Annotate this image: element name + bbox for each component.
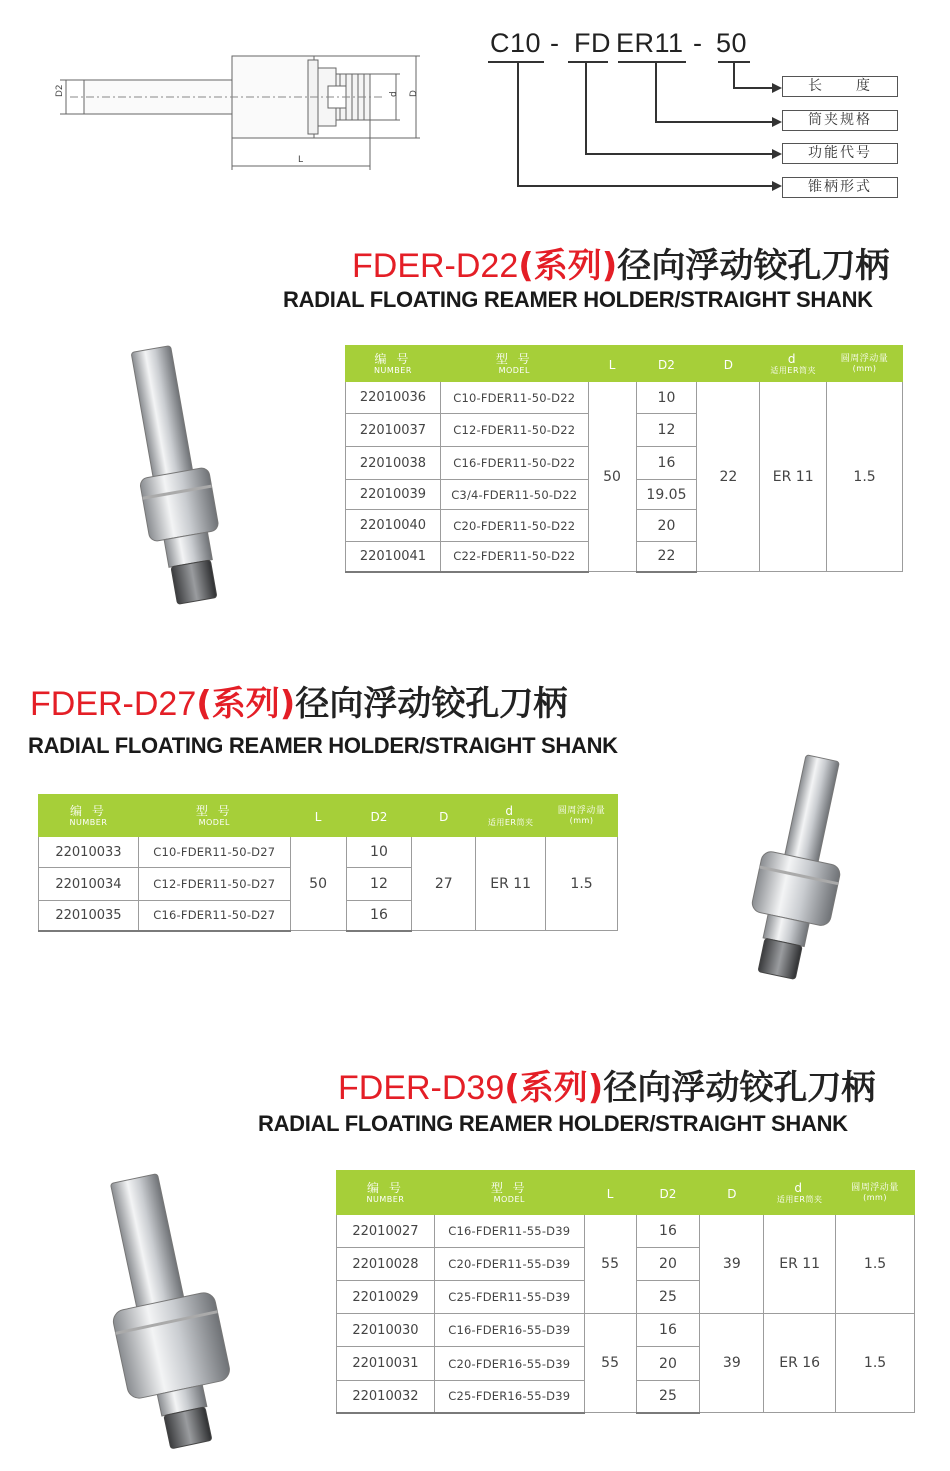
cell-d2: 12 [346,868,412,901]
header-D: D [700,1171,764,1215]
cell-model: C20-FDER11-55-D39 [434,1248,584,1281]
cell-number: 22010040 [346,510,441,542]
cell-float: 1.5 [836,1314,915,1413]
cell-d2: 16 [636,447,697,480]
header-D: D [412,795,476,837]
cell-d2: 16 [636,1215,700,1248]
cell-model: C22-FDER11-50-D22 [440,542,588,572]
legend-collet-spec: 筒夹规格 [782,110,898,131]
header-D2: D2 [346,795,412,837]
tool-dimension-diagram [40,40,440,180]
cell-collet: ER 11 [760,382,827,572]
header-D: D [697,346,760,382]
legend-function-code: 功能代号 [782,143,898,164]
section-d27-subtitle: RADIAL FLOATING REAMER HOLDER/STRAIGHT SHANK [28,733,618,758]
cell-number: 22010037 [346,414,441,447]
header-D2: D2 [636,346,697,382]
dim-d-label: d [389,91,399,97]
cell-number: 22010041 [346,542,441,572]
cell-model: C12-FDER11-50-D27 [138,868,290,901]
cell-number: 22010038 [346,447,441,480]
code-dash-1: - [550,28,560,58]
cell-collet: ER 11 [764,1215,836,1314]
cell-D: 39 [700,1314,764,1413]
cell-number: 22010039 [346,480,441,510]
code-dash-2: - [693,28,703,58]
cell-number: 22010030 [337,1314,435,1347]
cell-number: 22010033 [39,837,139,868]
cell-D: 39 [700,1215,764,1314]
header-float: 圆周浮动量 (mm) [836,1171,915,1215]
header-float: 圆周浮动量 (mm) [546,795,618,837]
cell-d2: 20 [636,1248,700,1281]
cell-number: 22010031 [337,1347,435,1381]
cell-float: 1.5 [827,382,903,572]
cell-d2: 25 [636,1281,700,1314]
cell-number: 22010034 [39,868,139,901]
cell-number: 22010036 [346,382,441,414]
cell-model: C16-FDER16-55-D39 [434,1314,584,1347]
cell-model: C20-FDER16-55-D39 [434,1347,584,1381]
cell-collet: ER 11 [476,837,546,931]
code-function: FD [574,28,611,58]
series-code: FDER-D22 [352,247,519,285]
header-number: 编 号 NUMBER [337,1171,435,1215]
cell-d2: 16 [346,901,412,931]
header-L: L [584,1171,636,1215]
header-model: 型 号 MODEL [440,346,588,382]
cell-d2: 20 [636,1347,700,1381]
header-model: 型 号 MODEL [434,1171,584,1215]
header-d: d 适用ER筒夹 [760,346,827,382]
cell-model: C12-FDER11-50-D22 [440,414,588,447]
cell-d2: 20 [636,510,697,542]
cell-d2: 10 [346,837,412,868]
section-d39-subtitle: RADIAL FLOATING REAMER HOLDER/STRAIGHT SHANK [258,1111,848,1136]
cell-float: 1.5 [836,1215,915,1314]
cell-collet: ER 16 [764,1314,836,1413]
cell-d2: 25 [636,1381,700,1413]
code-length: 50 [716,28,748,58]
cell-D: 27 [412,837,476,931]
cell-number: 22010029 [337,1281,435,1314]
cell-D: 22 [697,382,760,572]
section-d27-title: FDER-D27(系列)径向浮动铰孔刀柄 [30,684,568,724]
reamer-holder-d27-image [730,752,870,987]
legend-length: 长 度 [782,76,898,97]
cell-model: C3/4-FDER11-50-D22 [440,480,588,510]
cell-model: C25-FDER16-55-D39 [434,1381,584,1413]
dim-d2-label: D2 [55,84,65,97]
cell-L: 50 [588,382,636,572]
reamer-holder-d39-image [90,1170,250,1455]
series-code: FDER-D39 [338,1069,505,1107]
cell-d2: 22 [636,542,697,572]
cell-d2: 12 [636,414,697,447]
cell-number: 22010028 [337,1248,435,1281]
cell-L: 50 [290,837,346,931]
cell-model: C16-FDER11-50-D27 [138,901,290,931]
header-model: 型 号 MODEL [138,795,290,837]
cell-model: C20-FDER11-50-D22 [440,510,588,542]
cell-model: C10-FDER11-50-D22 [440,382,588,414]
dim-L-label: L [298,155,304,165]
cell-model: C25-FDER11-55-D39 [434,1281,584,1314]
header-L: L [588,346,636,382]
cell-number: 22010032 [337,1381,435,1413]
header-D2: D2 [636,1171,700,1215]
section-d39-title: FDER-D39(系列)径向浮动铰孔刀柄 [338,1068,876,1108]
table-row [39,837,618,868]
header-float: 圆周浮动量 (mm) [827,346,903,382]
code-collet: ER11 [616,28,684,58]
dim-D-label: D [409,90,419,97]
spec-table-d27 [38,794,618,932]
model-code-connector-lines [480,58,790,198]
cell-L: 55 [584,1314,636,1413]
table-row [337,1314,915,1347]
cell-d2: 10 [636,382,697,414]
cell-model: C10-FDER11-50-D27 [138,837,290,868]
section-d22-subtitle: RADIAL FLOATING REAMER HOLDER/STRAIGHT SHANK [283,287,873,312]
spec-table-d39 [336,1170,915,1414]
cell-d2: 19.05 [636,480,697,510]
header-L: L [290,795,346,837]
spec-table-d22 [345,345,903,573]
cell-model: C16-FDER11-55-D39 [434,1215,584,1248]
cell-L: 55 [584,1215,636,1314]
cell-d2: 16 [636,1314,700,1347]
header-number: 编 号 NUMBER [346,346,441,382]
series-code: FDER-D27 [30,685,197,723]
section-d22-title: FDER-D22(系列)径向浮动铰孔刀柄 [352,246,890,286]
legend-shank-type: 锥柄形式 [782,177,898,198]
cell-number: 22010035 [39,901,139,931]
table-row [346,382,903,414]
header-d: d 适用ER筒夹 [476,795,546,837]
cell-float: 1.5 [546,837,618,931]
reamer-holder-d22-image [100,340,260,615]
header-number: 编 号 NUMBER [39,795,139,837]
cell-model: C16-FDER11-50-D22 [440,447,588,480]
cell-number: 22010027 [337,1215,435,1248]
code-shank: C10 [490,28,542,58]
table-row [337,1215,915,1248]
header-d: d 适用ER筒夹 [764,1171,836,1215]
